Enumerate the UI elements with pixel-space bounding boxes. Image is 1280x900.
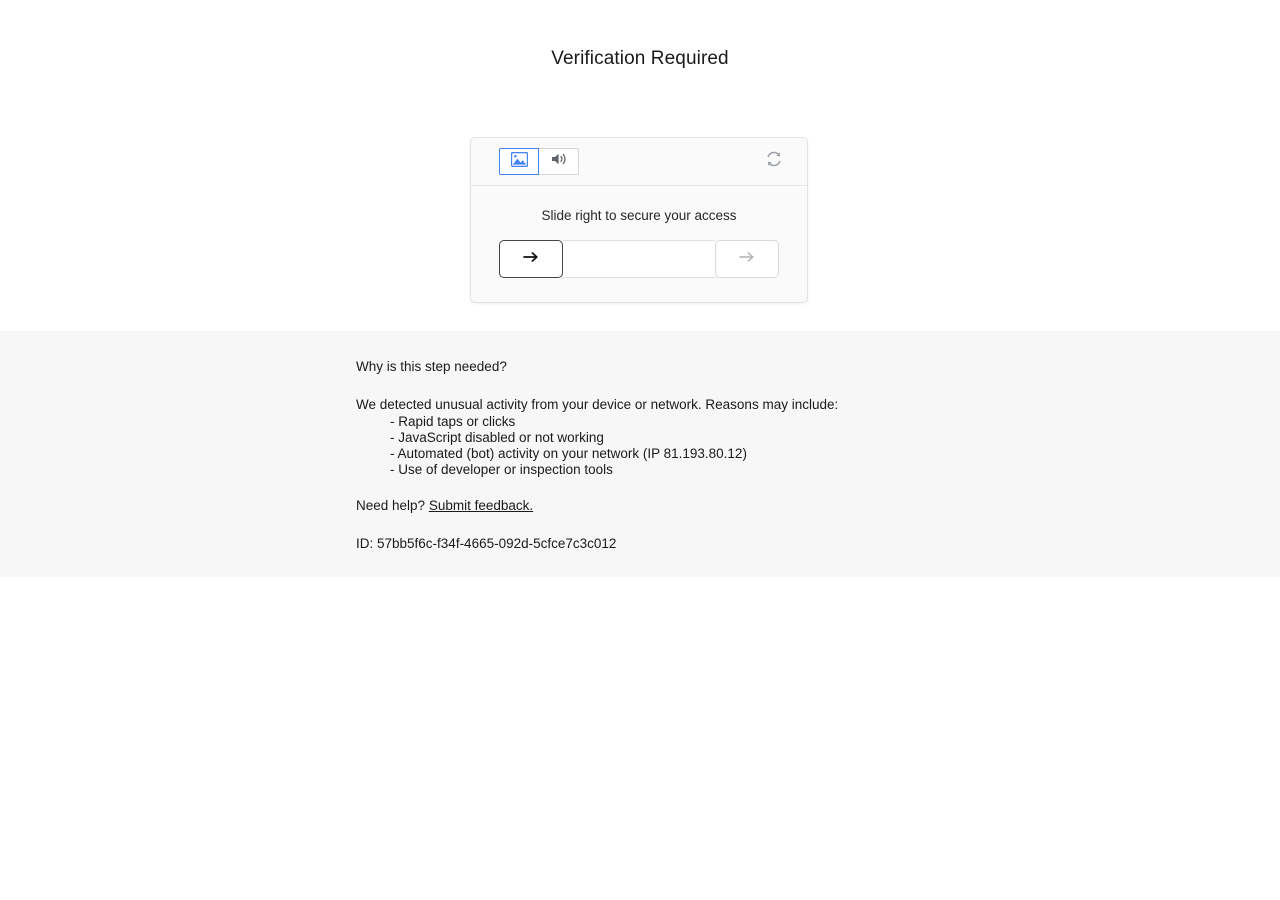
captcha-body xyxy=(471,186,807,302)
list-item: - Rapid taps or clicks xyxy=(390,414,516,429)
reason-list xyxy=(356,414,1280,478)
list-item: - Automated (bot) activity on your network (IP 81.193.80.12) xyxy=(390,446,747,461)
speaker-icon xyxy=(551,152,567,171)
help-line xyxy=(356,498,1280,513)
image-mode-button[interactable] xyxy=(499,148,539,175)
verification-id: ID: 57bb5f6c-f34f-4665-092d-5cfce7c3c012 xyxy=(356,536,617,551)
info-lead: We detected unusual activity from your device or network. Reasons may include: xyxy=(356,397,839,412)
slider-handle[interactable] xyxy=(499,240,563,278)
captcha-mode-group xyxy=(499,148,579,175)
arrow-right-icon xyxy=(522,250,540,269)
submit-feedback-link[interactable]: Submit feedback. xyxy=(428,498,534,513)
slider-row xyxy=(471,240,807,278)
audio-mode-button[interactable] xyxy=(539,148,579,175)
slider-track[interactable] xyxy=(563,240,715,278)
info-panel xyxy=(0,331,1280,577)
list-item: - JavaScript disabled or not working xyxy=(390,430,604,445)
help-prefix: Need help? xyxy=(356,498,426,513)
arrow-right-icon xyxy=(738,250,756,269)
captcha-header xyxy=(471,138,807,186)
page-title: Verification Required xyxy=(551,48,729,69)
captcha-widget xyxy=(470,137,808,303)
slider-target[interactable] xyxy=(715,240,779,278)
image-icon xyxy=(511,152,528,172)
refresh-icon xyxy=(764,149,784,174)
list-item: - Use of developer or inspection tools xyxy=(390,462,613,477)
info-question: Why is this step needed? xyxy=(356,359,507,374)
slider-instruction: Slide right to secure your access xyxy=(541,208,737,223)
refresh-button[interactable] xyxy=(761,149,787,175)
